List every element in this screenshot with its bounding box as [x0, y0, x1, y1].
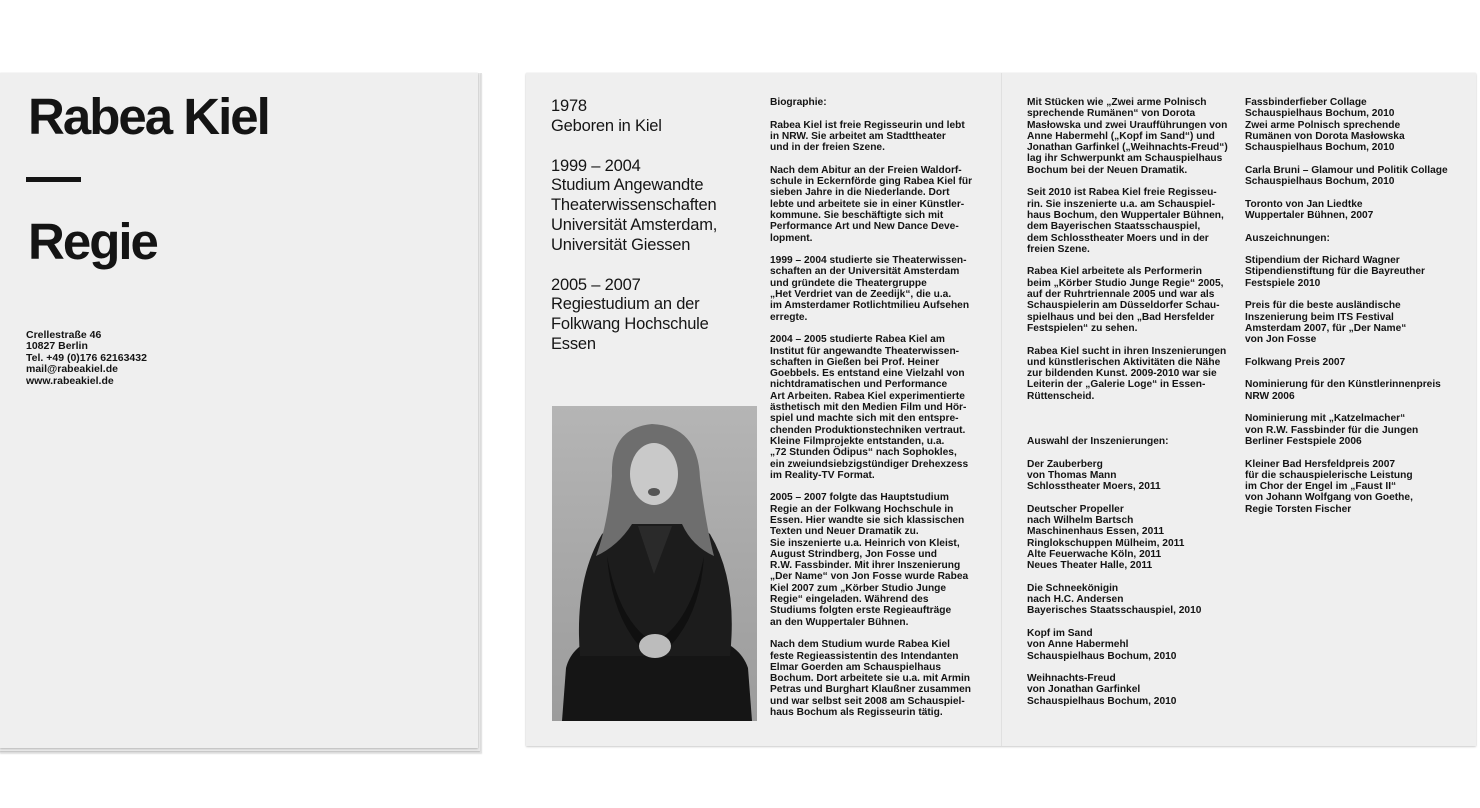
text-line: Rumänen von Dorota Masłowska	[1245, 130, 1405, 142]
text-line: Neues Theater Halle, 2011	[1027, 560, 1153, 572]
text-line: Deutscher Propeller	[1027, 503, 1124, 515]
text-line: Leiterin der „Galerie Loge“ in Essen-	[1027, 379, 1206, 391]
contact-phone: Tel. +49 (0)176 62163432	[26, 351, 147, 364]
text-line: Seit 2010 ist Rabea Kiel freie Regisseu-	[1027, 187, 1217, 199]
text-line: und künstlerischen Aktivitäten die Nähe	[1027, 356, 1221, 368]
text-line: Amsterdam 2007, für „Der Name“	[1245, 322, 1407, 334]
text-line: feste Regieassistentin des Intendanten	[770, 650, 959, 662]
text-paragraph	[1245, 233, 1465, 244]
contact-email: mail@rabeakiel.de	[26, 363, 118, 376]
text-line: zur bildenden Kunst. 2009-2010 war sie	[1027, 368, 1217, 380]
cover-dash	[26, 177, 81, 182]
text-line: im Reality-TV Format.	[770, 469, 875, 481]
cover-name: Rabea Kiel	[28, 88, 269, 145]
text-line: Nominierung für den Künstlerinnenpreis	[1245, 379, 1441, 391]
text-line: Berliner Festspiele 2006	[1245, 435, 1362, 447]
text-line: Schauspielerin am Düsseldorfer Schau-	[1027, 300, 1220, 312]
text-line: Toronto von Jan Liedtke	[1245, 198, 1363, 210]
text-line: lopment.	[770, 232, 813, 244]
text-line: Maschinenhaus Essen, 2011	[1027, 526, 1165, 538]
text-line: Carla Bruni – Glamour und Politik Collage	[1245, 164, 1448, 176]
text-line: freien Szene.	[1027, 243, 1090, 255]
text-paragraph	[1245, 199, 1465, 222]
text-line: Schauspielhaus Bochum, 2010	[1027, 695, 1177, 707]
cover-role: Regie	[28, 213, 157, 270]
text-line: Kleiner Bad Hersfeldpreis 2007	[1245, 458, 1396, 470]
text-line: Bochum bei der Neuen Dramatik.	[1027, 164, 1188, 176]
text-paragraph	[770, 120, 985, 154]
text-paragraph	[1245, 357, 1465, 368]
text-line: Mit Stücken wie „Zwei arme Polnisch	[1027, 97, 1207, 108]
text-line: 2004 – 2005 studierte Rabea Kiel am	[770, 334, 945, 346]
timeline-text: Universität Giessen	[551, 235, 691, 254]
text-line: „Der Name“ von Jon Fosse wurde Rabea	[770, 571, 969, 583]
text-line: beim „Körber Studio Junge Regie“ 2005,	[1027, 277, 1224, 289]
text-paragraph	[1027, 504, 1232, 572]
text-line: dem Bayerischen Staatsschauspiel,	[1027, 221, 1201, 233]
text-paragraph	[1027, 436, 1232, 447]
text-line: nichtdramatischen und Performance	[770, 379, 948, 391]
text-line: Anne Habermehl („Kopf im Sand“) und	[1027, 130, 1215, 142]
text-line: Nach dem Studium wurde Rabea Kiel	[770, 639, 951, 651]
text-line: Biographie:	[770, 97, 827, 108]
text-line: spielhaus und bei den „Bad Hersfelder	[1027, 311, 1215, 323]
text-line: Regie Torsten Fischer	[1245, 503, 1352, 515]
text-line: für die schauspielerische Leistung	[1245, 469, 1413, 481]
text-line: Jonathan Garfinkel („Weihnachts-Freud“)	[1027, 142, 1228, 154]
text-line: Art Arbeiten. Rabea Kiel experimentierte	[770, 390, 965, 402]
text-line: haus Bochum, den Wuppertaler Bühnen,	[1027, 209, 1224, 221]
contact-website: www.rabeakiel.de	[26, 374, 114, 387]
contact-city: 10827 Berlin	[26, 340, 88, 353]
text-line: Kopf im Sand	[1027, 627, 1093, 639]
timeline-text: Theaterwissenschaften	[551, 196, 717, 215]
text-line: von Johann Wolfgang von Goethe,	[1245, 492, 1413, 504]
text-line: nach Wilhelm Bartsch	[1027, 514, 1134, 526]
biography-column	[770, 97, 985, 730]
text-line: Festspielen“ zu sehen.	[1027, 322, 1138, 334]
text-line: Nach dem Abitur an der Freien Waldorf-	[770, 164, 962, 176]
text-line: Der Zauberberg	[1027, 458, 1103, 470]
text-line: Zwei arme Polnisch sprechende	[1245, 119, 1401, 131]
text-line: Auszeichnungen:	[1245, 232, 1330, 244]
text-line: Sie inszenierte u.a. Heinrich von Kleist,	[770, 537, 960, 549]
text-line: Regie“ eingeladen. Während des	[770, 594, 929, 606]
text-line: „72 Stunden Ödipus“ nach Sophokles,	[770, 447, 957, 459]
text-line: und in der freien Szene.	[770, 142, 885, 154]
text-line: spiel und machte sich mit den entspre-	[770, 413, 959, 425]
text-line: von Jon Fosse	[1245, 334, 1317, 346]
text-line: von Jonathan Garfinkel	[1027, 684, 1141, 696]
text-line: von R.W. Fassbinder für die Jungen	[1245, 424, 1419, 436]
page-fold	[1001, 73, 1002, 746]
text-line: Folkwang Preis 2007	[1245, 356, 1346, 368]
text-line: Inszenierung beim ITS Festival	[1245, 311, 1394, 323]
text-line: sprechende Rumänen“ von Dorota	[1027, 108, 1196, 120]
text-line: Stipendienstiftung für die Bayreuther	[1245, 266, 1425, 278]
text-paragraph	[1027, 413, 1232, 424]
text-paragraph	[1027, 583, 1232, 617]
text-line: Kiel 2007 zum „Körber Studio Junge	[770, 582, 947, 594]
text-paragraph	[770, 334, 985, 481]
text-line: lag ihr Schwerpunkt am Schauspielhaus	[1027, 153, 1223, 165]
inner-spread	[526, 73, 1476, 746]
text-line: Nominierung mit „Katzelmacher“	[1245, 413, 1406, 425]
text-line: erregte.	[770, 311, 808, 323]
timeline-text: Universität Amsterdam,	[551, 215, 718, 234]
text-line: Schauspielhaus Bochum, 2010	[1245, 176, 1395, 188]
timeline	[551, 97, 766, 375]
text-paragraph	[1245, 97, 1465, 153]
text-line: ein zweiundsiebzigstündiger Drehexzess	[770, 458, 969, 470]
text-line: Schlosstheater Moers, 2011	[1027, 481, 1161, 493]
text-line: Rüttenscheid.	[1027, 390, 1095, 402]
timeline-entry	[551, 157, 766, 256]
text-paragraph	[1245, 300, 1465, 345]
portrait-figure	[552, 406, 757, 721]
text-paragraph	[1027, 628, 1232, 662]
text-line: Fassbinderfieber Collage	[1245, 97, 1367, 108]
text-line: und war selbst seit 2008 am Schauspiel-	[770, 695, 965, 707]
text-paragraph	[1027, 346, 1232, 402]
text-line: Goebbels. Es entstand eine Vielzahl von	[770, 368, 965, 380]
text-line: „Het Verdriet van de Zeedijk“, die u.a.	[770, 289, 952, 301]
text-paragraph	[770, 165, 985, 244]
text-line	[1027, 413, 1232, 424]
contact-street: Crellestraße 46	[26, 329, 102, 341]
text-line: Auswahl der Inszenierungen:	[1027, 435, 1169, 447]
text-paragraph	[770, 97, 985, 108]
text-line: Rabea Kiel sucht in ihren Inszenierungen	[1027, 345, 1227, 357]
text-line: Bochum. Dort arbeitete sie u.a. mit Armin	[770, 673, 971, 685]
timeline-text: Regiestudium an der	[551, 295, 700, 314]
text-line: rin. Sie inszenierte u.a. am Schauspiel-	[1027, 198, 1215, 210]
productions-column	[1027, 97, 1232, 718]
text-line: Studiums folgten erste Regieaufträge	[770, 605, 952, 617]
portrait-photo	[552, 406, 757, 721]
text-line: 1999 – 2004 studierte sie Theaterwissen-	[770, 255, 967, 267]
text-line: Rabea Kiel arbeitete als Performerin	[1027, 266, 1202, 278]
text-paragraph	[1245, 255, 1465, 289]
text-line: Masłowska und zwei Uraufführungen von	[1027, 119, 1228, 131]
text-paragraph	[1027, 187, 1232, 255]
text-paragraph	[1245, 413, 1465, 447]
text-line: Schauspielhaus Bochum, 2010	[1245, 108, 1395, 120]
contact-block	[26, 330, 147, 387]
text-line: haus Bochum als Regisseurin tätig.	[770, 707, 943, 719]
text-line: Ringlokschuppen Mülheim, 2011	[1027, 537, 1185, 549]
text-line: R.W. Fassbinder. Mit ihrer Inszenierung	[770, 560, 961, 572]
text-paragraph	[770, 492, 985, 628]
text-line: Wuppertaler Bühnen, 2007	[1245, 209, 1374, 221]
text-line: 2005 – 2007 folgte das Hauptstudium	[770, 492, 949, 504]
timeline-year: 2005 – 2007	[551, 275, 641, 294]
text-line: Preis für die beste ausländische	[1245, 300, 1401, 312]
text-line: in NRW. Sie arbeitet am Stadttheater	[770, 130, 946, 142]
text-line: im Amsterdamer Rotlichtmilieu Aufsehen	[770, 300, 970, 312]
text-paragraph	[770, 255, 985, 323]
text-line: NRW 2006	[1245, 390, 1295, 402]
text-paragraph	[770, 639, 985, 718]
text-line: Elmar Goerden am Schauspielhaus	[770, 661, 941, 673]
text-line: Stipendium der Richard Wagner	[1245, 255, 1400, 267]
awards-column	[1245, 97, 1465, 526]
text-line: August Strindberg, Jon Fosse und	[770, 548, 937, 560]
text-line: nach H.C. Andersen	[1027, 594, 1124, 606]
text-line: chenden Produktionstechniken vertraut.	[770, 424, 966, 436]
timeline-text: Essen	[551, 334, 596, 353]
text-paragraph	[1027, 673, 1232, 707]
text-line: an den Wuppertaler Bühnen.	[770, 616, 909, 628]
text-line: Texten und Neuer Dramatik zu.	[770, 526, 919, 538]
text-line: von Anne Habermehl	[1027, 639, 1129, 651]
text-line: sieben Jahre in die Niederlande. Dort	[770, 187, 950, 199]
timeline-entry	[551, 276, 766, 355]
text-line: Institut für angewandte Theaterwissen-	[770, 345, 960, 357]
text-line: schule in Eckernförde ging Rabea Kiel für	[770, 176, 973, 188]
text-line: und gründete die Theatergruppe	[770, 277, 927, 289]
text-line: Alte Feuerwache Köln, 2011	[1027, 548, 1162, 560]
text-paragraph	[1027, 459, 1232, 493]
timeline-year: 1978	[551, 97, 587, 115]
text-line: dem Schlosstheater Moers und in der	[1027, 232, 1209, 244]
text-line: kommune. Sie beschäftigte sich mit	[770, 209, 944, 221]
text-line: Bayerisches Staatsschauspiel, 2010	[1027, 605, 1202, 617]
text-paragraph	[1245, 379, 1465, 402]
text-line: Die Schneekönigin	[1027, 582, 1119, 594]
timeline-entry	[551, 97, 766, 137]
text-paragraph	[1027, 97, 1232, 176]
text-line: Petras und Burghart Klaußner zusammen	[770, 684, 971, 696]
text-paragraph	[1027, 266, 1232, 334]
text-line: Essen. Hier wandte sie sich klassischen	[770, 514, 965, 526]
timeline-text: Folkwang Hochschule	[551, 315, 709, 334]
text-line: lebte und arbeitete sie in einer Künstler-	[770, 198, 965, 210]
text-paragraph	[1245, 459, 1465, 515]
cover-card	[0, 73, 478, 748]
text-line: Kleine Filmprojekte entstanden, u.a.	[770, 435, 945, 447]
text-line: von Thomas Mann	[1027, 469, 1117, 481]
text-paragraph	[1245, 165, 1465, 188]
text-line: Performance Art und New Dance Deve-	[770, 221, 959, 233]
text-line: Festspiele 2010	[1245, 277, 1321, 289]
text-line: Rabea Kiel ist freie Regisseurin und lebt	[770, 119, 965, 131]
text-line: auf der Ruhrtriennale 2005 und war als	[1027, 289, 1215, 301]
text-line: ästhetisch mit den Medien Film und Hör-	[770, 402, 967, 414]
timeline-year: 1999 – 2004	[551, 156, 641, 175]
text-line: schaften an der Universität Amsterdam	[770, 266, 960, 278]
text-line: Regie an der Folkwang Hochschule in	[770, 503, 954, 515]
text-line: Schauspielhaus Bochum, 2010	[1245, 142, 1395, 154]
text-line: im Chor der Engel im „Faust II“	[1245, 481, 1397, 493]
text-line: Schauspielhaus Bochum, 2010	[1027, 650, 1177, 662]
timeline-text: Studium Angewandte	[551, 176, 704, 195]
timeline-text: Geboren in Kiel	[551, 116, 662, 135]
text-line: Weihnachts-Freud	[1027, 673, 1116, 685]
text-line: schaften in Gießen bei Prof. Heiner	[770, 356, 940, 368]
